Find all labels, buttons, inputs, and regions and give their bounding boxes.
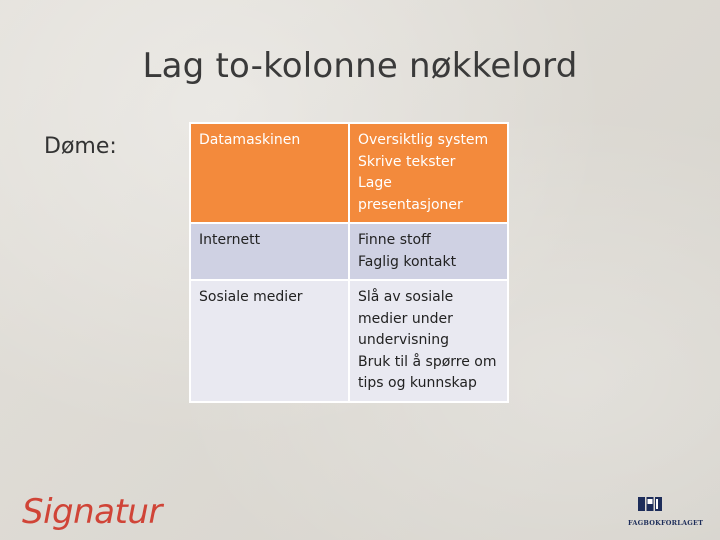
notes-cell	[349, 280, 508, 402]
keyword-table	[189, 122, 509, 403]
keyword-cell	[190, 280, 349, 402]
book-logo-icon	[636, 496, 664, 512]
note-line: Skrive tekster	[358, 153, 456, 170]
note-line: medier under	[358, 310, 453, 327]
table-row	[190, 123, 508, 223]
notes-cell	[349, 223, 508, 280]
keyword-text: Internett	[199, 232, 261, 248]
keyword-cell	[190, 223, 349, 280]
keyword-cell	[190, 123, 349, 223]
note-line: Faglig kontakt	[358, 253, 457, 270]
note-line: undervisning	[358, 332, 449, 348]
publisher-logo	[628, 496, 704, 527]
table-row	[190, 280, 508, 402]
note-line: Bruk til å spørre om	[358, 353, 497, 370]
note-line: Finne stoff	[358, 232, 431, 248]
note-line: Oversiktlig system	[358, 132, 489, 148]
note-line: Slå av sosiale	[358, 289, 454, 305]
signatur-logo: Signatur	[22, 492, 162, 532]
note-line: tips og kunnskap	[358, 375, 477, 391]
note-line: Lage	[358, 175, 392, 191]
table-row	[190, 223, 508, 280]
example-label: Døme:	[44, 134, 117, 159]
keyword-text: Sosiale medier	[199, 289, 303, 305]
keyword-text: Datamaskinen	[199, 132, 301, 148]
note-line: presentasjoner	[358, 196, 463, 213]
slide-title: Lag to-kolonne nøkkelord	[142, 46, 578, 86]
notes-cell	[349, 123, 508, 223]
publisher-name: FAGBOKFORLAGET	[628, 519, 704, 527]
